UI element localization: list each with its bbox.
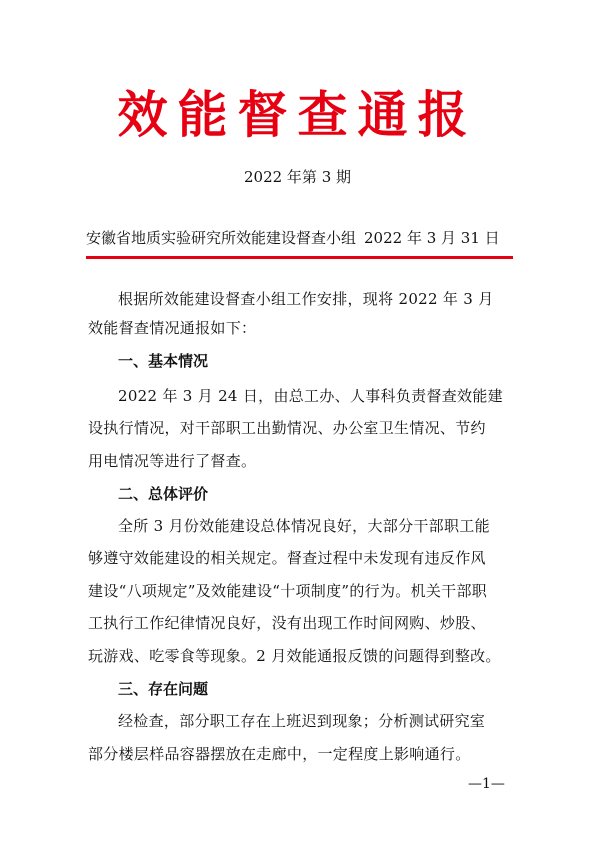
paragraph-line: 玩游戏、吃零食等现象。2 月效能通报反馈的问题得到整改。 — [88, 647, 501, 665]
issue-number: 2022 年第 3 期 — [243, 168, 352, 186]
masthead-title: 效能督查通报 — [117, 85, 478, 144]
paragraph-line: 2022 年 3 月 24 日，由总工办、人事科负责督查效能建 — [118, 387, 503, 405]
page-number: —1— — [468, 776, 505, 792]
section-heading: 三、存在问题 — [118, 680, 209, 698]
paragraph-line: 经检查，部分职工存在上班迟到现象；分析测试研究室 — [118, 712, 486, 730]
paragraph-line: 设执行情况，对干部职工出勤情况、办公室卫生情况、节约 — [88, 419, 486, 437]
paragraph-line: 建设“八项规定”及效能建设“十项制度”的行为。机关干部职 — [88, 582, 488, 600]
paragraph-line: 部分楼层样品容器摆放在走廊中，一定程度上影响通行。 — [88, 745, 471, 763]
issuer-line — [86, 228, 516, 248]
section-heading: 一、基本情况 — [118, 352, 209, 370]
intro-line: 效能督查情况通报如下： — [88, 319, 257, 337]
issue-date: 2022 年 3 月 31 日 — [364, 229, 500, 247]
intro-line: 根据所效能建设督查小组工作安排，现将 2022 年 3 月 — [118, 290, 494, 308]
header-divider — [86, 256, 513, 259]
paragraph-line: 工执行工作纪律情况良好，没有出现工作时间网购、炒股、 — [88, 614, 486, 632]
issuer-name: 安徽省地质实验研究所效能建设督查小组 — [86, 229, 357, 247]
section-heading: 二、总体评价 — [118, 485, 209, 503]
paragraph-line: 够遵守效能建设的相关规定。督查过程中未发现有违反作风 — [88, 549, 486, 567]
paragraph-line: 用电情况等进行了督查。 — [88, 452, 257, 470]
paragraph-line: 全所 3 月份效能建设总体情况良好，大部分干部职工能 — [118, 517, 490, 535]
